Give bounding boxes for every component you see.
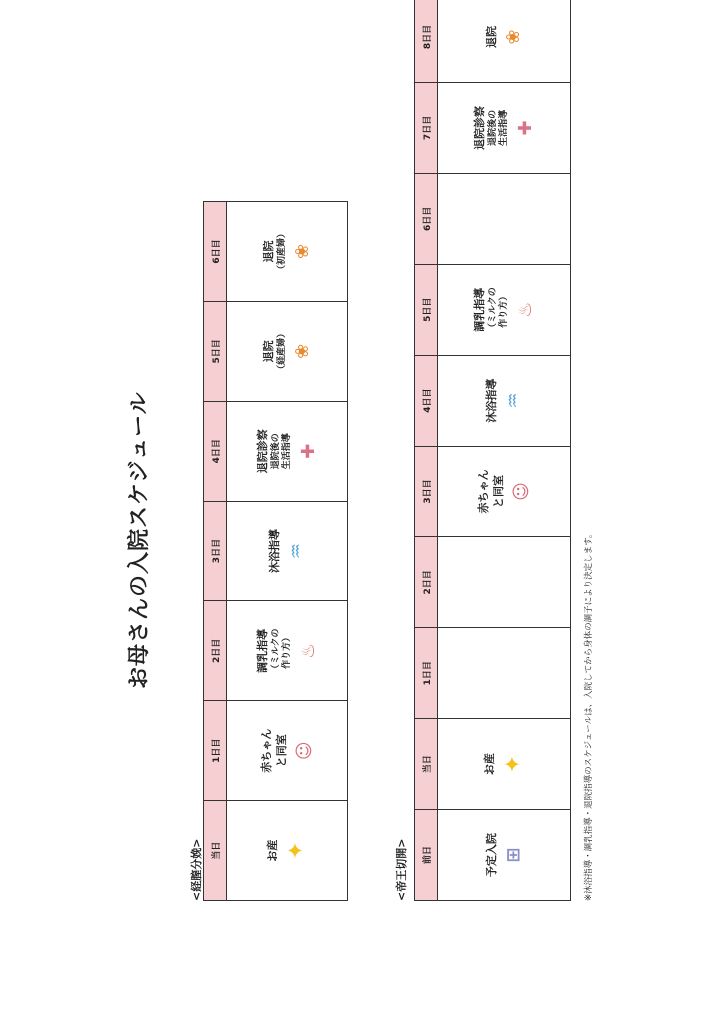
schedule-event-detail: （ミルクの 作り方） — [487, 287, 510, 333]
schedule-cell — [227, 301, 348, 401]
milk-bottle-icon: ♨ — [298, 642, 320, 659]
table-header-row — [204, 202, 227, 901]
schedule-cell — [438, 446, 571, 537]
schedule-cell — [227, 202, 348, 302]
day-header-cell: 当日 — [204, 801, 227, 901]
schedule-event-detail: 退院後の 生活指導 — [487, 109, 510, 146]
flower-bouquet-icon: ❀ — [292, 243, 314, 260]
schedule-cell — [438, 355, 571, 446]
schedule-event-label: お産 — [265, 839, 279, 862]
schedule-cell — [227, 701, 348, 801]
schedule-event-label: 赤ちゃん と同室 — [260, 728, 288, 773]
doctor-icon: ✚ — [298, 443, 320, 459]
day-header-cell: 2日目 — [204, 601, 227, 701]
day-header-cell: 6日目 — [415, 173, 438, 264]
schedule-event-label: 退院診察 — [472, 105, 486, 150]
baby-bath-icon: ♒ — [286, 542, 308, 560]
schedule-cell — [438, 173, 571, 264]
day-header-cell: 7日目 — [415, 82, 438, 173]
table-body-row — [438, 0, 571, 901]
mother-baby-icon: ☺ — [510, 482, 532, 501]
schedule-cell — [438, 0, 571, 82]
day-header-cell: 当日 — [415, 719, 438, 810]
table-header-row — [415, 0, 438, 901]
footnote: ※沐浴指導・調乳指導・退院指導のスケジュールは、入院してから身体の調子により決定します。 — [584, 529, 594, 901]
schedule-cell — [438, 810, 571, 901]
day-header-cell: 2日目 — [415, 537, 438, 628]
schedule-event-label: 赤ちゃん と同室 — [477, 469, 505, 514]
schedule-event-label: 退院 — [261, 340, 275, 363]
flower-bouquet-icon: ❀ — [292, 343, 314, 359]
mother-baby-icon: ☺ — [293, 741, 315, 761]
table-body-row — [227, 202, 348, 901]
day-header-cell: 4日目 — [204, 401, 227, 501]
schedule-cell — [438, 537, 571, 628]
vaginal-schedule-table — [203, 201, 348, 901]
schedule-event-label: 退院 — [261, 240, 275, 263]
sparkle-icon: ✦ — [284, 841, 310, 860]
day-header-cell: 3日目 — [204, 501, 227, 601]
day-header-cell: 1日目 — [204, 701, 227, 801]
day-header-cell: 1日目 — [415, 628, 438, 719]
schedule-cell — [438, 264, 571, 355]
cesarean-section-label: <帝王切開> — [395, 838, 408, 901]
schedule-event-label: 沐浴指導 — [267, 529, 281, 574]
baby-bath-icon: ♒ — [503, 392, 525, 409]
schedule-cell — [227, 401, 348, 501]
schedule-event-label: 予定入院 — [484, 833, 498, 878]
day-header-cell: 8日目 — [415, 0, 438, 82]
schedule-cell — [227, 801, 348, 901]
day-header-cell: 4日目 — [415, 355, 438, 446]
schedule-event-detail: 退院後の 生活指導 — [270, 433, 293, 470]
vaginal-section-label: <経膣分娩> — [190, 838, 203, 901]
day-header-cell: 5日目 — [204, 301, 227, 401]
schedule-cell — [438, 82, 571, 173]
schedule-event-detail: （初産婦） — [276, 228, 287, 274]
flower-bouquet-icon: ❀ — [503, 29, 525, 45]
schedule-cell — [227, 601, 348, 701]
schedule-event-label: 調乳指導 — [472, 287, 486, 332]
schedule-event-label: お産 — [482, 753, 496, 776]
schedule-cell — [438, 719, 571, 810]
schedule-event-label: 退院診察 — [255, 429, 269, 474]
day-header-cell: 3日目 — [415, 446, 438, 537]
schedule-event-label: 調乳指導 — [255, 628, 269, 673]
cesarean-schedule-table — [414, 0, 571, 901]
schedule-cell — [227, 501, 348, 601]
schedule-event-detail: （ミルクの 作り方） — [270, 628, 293, 674]
day-header-cell: 前日 — [415, 810, 438, 901]
doctor-icon: ✚ — [515, 120, 537, 136]
sparkle-icon: ✦ — [501, 754, 527, 774]
schedule-event-detail: （経産婦） — [276, 328, 287, 374]
schedule-cell — [438, 628, 571, 719]
page-title: お母さんの入院スケジュール — [127, 391, 152, 689]
day-header-cell: 6日目 — [204, 202, 227, 302]
hospital-bed-icon: ⊞ — [503, 847, 525, 863]
day-header-cell: 5日目 — [415, 264, 438, 355]
milk-bottle-icon: ♨ — [515, 301, 537, 318]
schedule-event-label: 沐浴指導 — [484, 378, 498, 423]
schedule-event-label: 退院 — [484, 26, 498, 48]
